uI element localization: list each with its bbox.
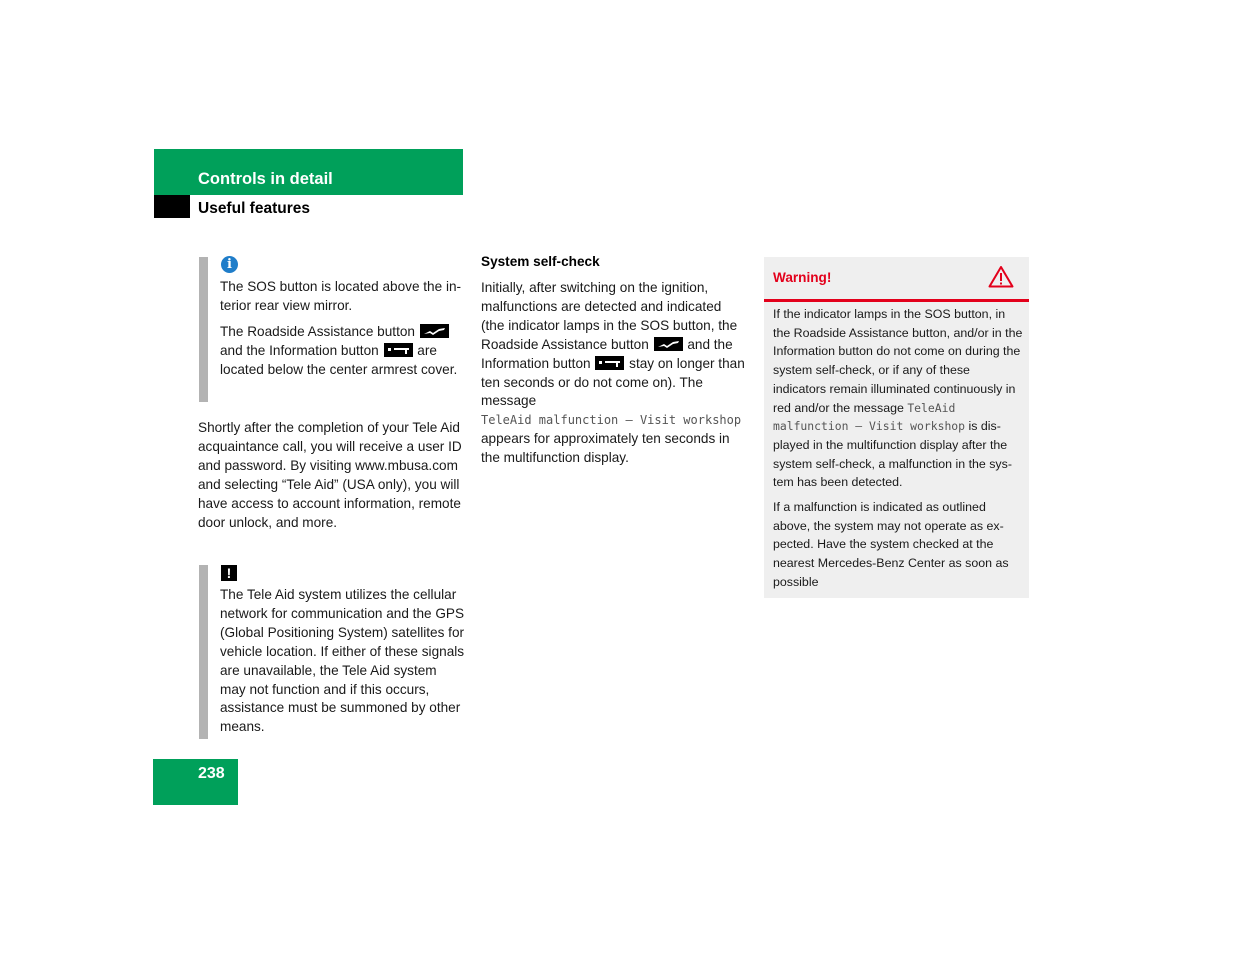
page-number: 238 — [198, 765, 225, 782]
caution-note-text: The Tele Aid system utilizes the cellular network for communication and the GPS (Global Positioning System) satellites for vehicle location. If either of these signals are unavailable, the Tele Aid system may not function and if this occurs, assistance must be summoned by other means. — [220, 587, 465, 735]
info-note — [220, 278, 466, 380]
subsection-title: Useful features — [198, 200, 310, 217]
warning-text — [773, 305, 1023, 592]
self-check-text: Initially, after switching on the ignition, malfunctions are detected and indicated (the indicator lamps in the SOS button, the Roadside Assistance button and the Information button stay on longer than ten seconds or do not come on). The message TeleAid malfunction – Visit workshop appears for approximately ten seconds in the multifunction display. — [481, 280, 745, 466]
information-button-icon — [384, 343, 413, 357]
warning-label: Warning! — [773, 270, 832, 285]
info-note-para2: The Roadside Assistance button and the Information button are located below the center armrest cover. — [220, 323, 458, 377]
display-message: TeleAid malfunction – Visit workshop — [481, 413, 742, 428]
warning-display-message: TeleAid malfunction – Visit workshop — [773, 400, 966, 434]
roadside-assistance-button-icon — [420, 324, 449, 338]
warning-triangle-icon — [988, 265, 1014, 293]
info-note-bar — [199, 257, 208, 402]
caution-note-bar — [199, 565, 208, 739]
info-icon: i — [221, 256, 238, 273]
warning-para2: If a malfunction is indicated as outlined above, the system may not operate as expected. Have the system checked at the nearest Mercedes-Benz Center as soon as possible — [773, 500, 1009, 589]
page-number-box — [153, 759, 238, 805]
information-button-icon — [595, 356, 624, 370]
exclamation-icon: ! — [221, 565, 237, 581]
section-title: Controls in detail — [198, 170, 333, 188]
warning-para1: If the indicator lamps in the SOS button, in the Roadside Assistance button, and/or in the Information button do not come on during the system self-check, or if any of these indicators remain illuminated continuously in red and/or the message TeleAid malfunction – Visit workshop is displayed in the multifunction display after the system self-check, a malfunction in the system has been detected. — [773, 307, 1023, 490]
body-paragraph: Shortly after the completion of your Tele Aid acquaintance call, you will receive a user ID and password. By visiting www.mbusa.com and selecting “Tele Aid” (USA only), you will have access to account information, remote door unlock, and more. — [198, 420, 462, 530]
self-check-heading: System self-check — [481, 254, 600, 269]
subsection-marker — [154, 195, 190, 218]
info-note-para1: The SOS button is located above the interior rear view mirror. — [220, 279, 462, 313]
roadside-assistance-button-icon — [654, 337, 683, 351]
